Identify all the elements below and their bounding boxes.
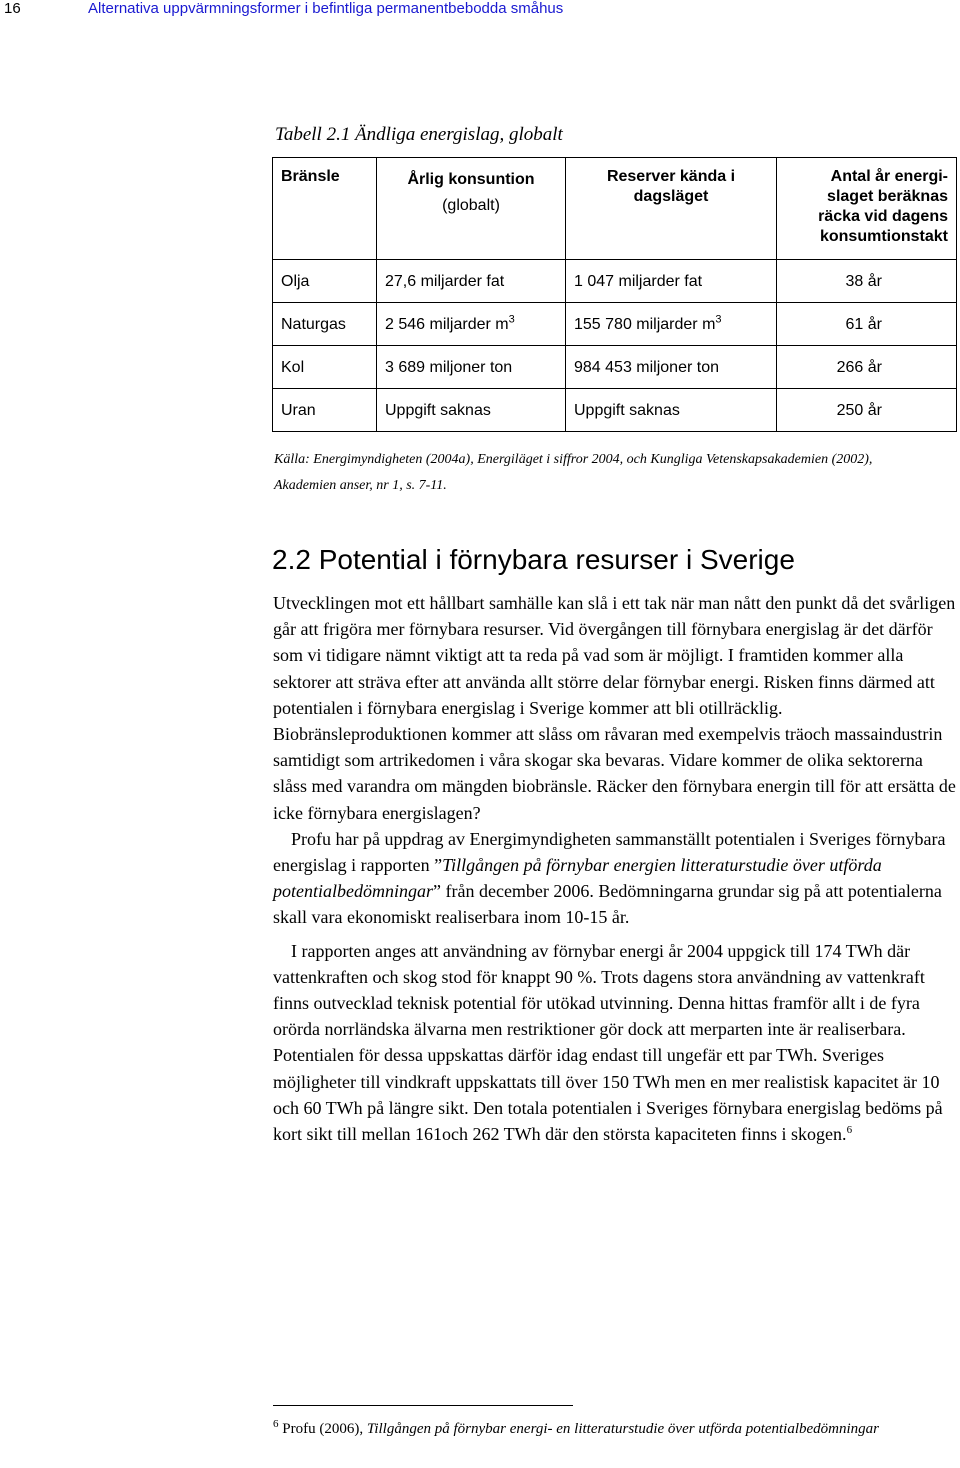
section-heading: 2.2 Potential i förnybara resurser i Sverige (272, 544, 795, 575)
table-row (273, 346, 957, 389)
cell-reserves (566, 260, 777, 303)
cell-fuel: Naturgas (273, 303, 377, 346)
section-body (273, 590, 957, 1147)
cell-fuel: Kol (273, 346, 377, 389)
cell-reserves (566, 303, 777, 346)
cell-annual-text: 2 546 miljarder m (385, 316, 509, 333)
header-annual-line1: Årlig konsuntion (407, 171, 535, 188)
running-head-title: Alternativa uppvärmningsformer i befintliga permanentbebodda småhus (88, 0, 564, 17)
footnote-title: Tillgången på förnybar energi- en litteraturstudie över utförda potentialbedömningar (366, 1421, 880, 1437)
cell-reserves-text: Uppgift saknas (574, 402, 680, 419)
page-number: 16 (4, 0, 21, 17)
table-caption: Tabell 2.1 Ändliga energislag, globalt (275, 124, 563, 145)
report-title: Tillgången på förnybar energien litteraturstudie över utförda potentialbedömningar (273, 855, 882, 902)
header-years: Antal år energi-slaget beräknas räcka vid dagens konsumtionstakt (777, 158, 957, 260)
table-source: Källa: Energimyndigheten (2004a), Energiläget i siffror 2004, och Kungliga Vetenskapsakademien (2002), Akademien anser, nr 1, s. 7-11. (274, 452, 873, 493)
cell-years: 250 år (777, 389, 957, 432)
cell-reserves-text: 984 453 miljoner ton (574, 359, 719, 376)
cell-years: 61 år (777, 303, 957, 346)
energy-table (272, 157, 957, 432)
table-row (273, 303, 957, 346)
cell-reserves-superscript: 3 (715, 313, 722, 326)
header-annual-line2: (globalt) (442, 197, 500, 214)
table-row (273, 260, 957, 303)
paragraph-text: I rapporten anges att användning av förnybar energi år 2004 uppgick till 174 TWh där vattenkraften och skog stod för knappt 90 %. Trots dagens stora användning av vattenkraft finns outvecklad teknisk potential för utökad utvinning. Denna hittas framför allt i de fyra orörda norrländska älvarna men restriktioner gör dock att merparten inte är realiserbara. Potentialen för dessa uppskattas därför idag endast till ungefär ett par TWh. Sveriges möjligheter till vindkraft uppskattats till över 150 TWh men en mer realistisk kapacitet är 10 och 60 TWh på längre sikt. Den totala potentialen i Sveriges förnybara energislag bedöms på kort sikt till mellan 161och 262 TWh där den största kapaciteten finns i skogen. (273, 940, 943, 1145)
cell-years: 38 år (777, 260, 957, 303)
paragraph-text: Profu har på uppdrag av Energimyndigheten sammanställt potentialen i Sveriges förnybara energislag i rapporten ” (273, 828, 946, 876)
header-annual (377, 158, 566, 260)
footnote-reference: 6 (846, 1124, 853, 1137)
cell-reserves-text: 1 047 miljarder fat (574, 273, 703, 290)
cell-annual-superscript: 3 (508, 313, 515, 326)
cell-annual-text: 3 689 miljoner ton (385, 359, 513, 376)
running-head (0, 0, 960, 24)
header-fuel: Bränsle (273, 158, 377, 260)
paragraph (273, 826, 957, 931)
paragraph: Utvecklingen mot ett hållbart samhälle kan slå i ett tak när man nått den punkt då det svårligen går att frigöra mer förnybara resurser. Vid övergången till förnybara energislag är det därför som vi tidigare nämnt viktigt att ta reda på vad som är möjligt. I framtiden kommer alla sektorer att sträva efter att använda allt större delar förnybar energi. Risken finns därmed att potentialen i förnybara energislag i Sverige kommer att bli otillräcklig. Biobränsleproduktionen kommer att slåss om råvaran med exempelvis träoch massaindustrin samtidigt som artrikedomen i våra skogar ska bevaras. Vidare kommer de olika sektorerna slåss med varandra om mängden biobränsle. Räcker den förnybara energin till för att ersätta de icke förnybara energislagen? (273, 593, 956, 823)
cell-fuel: Uran (273, 389, 377, 432)
cell-annual-text: Uppgift saknas (385, 402, 491, 419)
cell-annual (377, 389, 566, 432)
cell-reserves (566, 389, 777, 432)
paragraph-text: ” från december 2006. Bedömningarna grundar sig på att potentialerna skall vara ekonomiskt realiserbara inom 10-15 år. (273, 881, 942, 928)
paragraph (273, 938, 957, 1148)
footnote-text: Profu (2006), (282, 1421, 367, 1437)
footnote-divider (273, 1405, 573, 1406)
footnote-number: 6 (273, 1418, 279, 1430)
header-reserves: Reserver kända i dagsläget (566, 158, 777, 260)
cell-reserves (566, 346, 777, 389)
footnote (273, 1417, 933, 1441)
cell-annual-text: 27,6 miljarder fat (385, 273, 505, 290)
cell-years: 266 år (777, 346, 957, 389)
table-row (273, 389, 957, 432)
table-header-row (273, 158, 957, 260)
cell-annual (377, 260, 566, 303)
cell-annual (377, 346, 566, 389)
cell-fuel: Olja (273, 260, 377, 303)
cell-reserves-text: 155 780 miljarder m (574, 316, 716, 333)
cell-annual (377, 303, 566, 346)
